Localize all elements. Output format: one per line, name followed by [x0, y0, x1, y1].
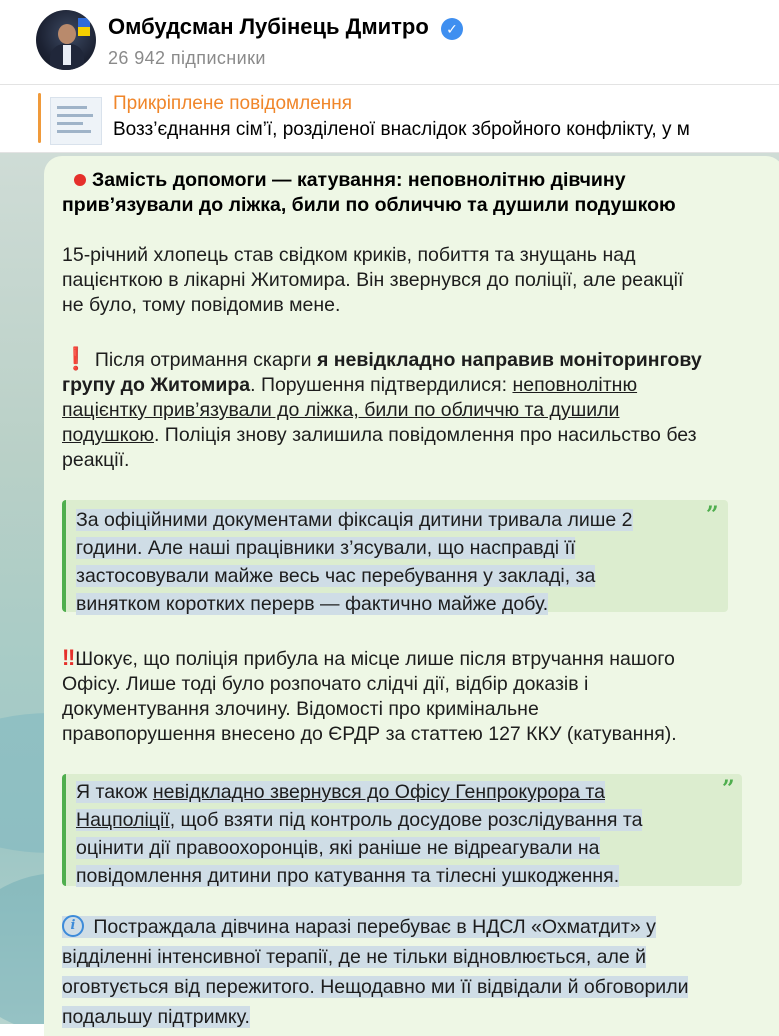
quote-2-text [76, 778, 642, 890]
p2-text-i: реакції. [62, 449, 130, 471]
paragraph-3 [62, 645, 779, 747]
q2-link-b[interactable]: Нацполіції [76, 809, 170, 831]
quote-block-2 [62, 774, 742, 886]
p2-text-a: Після отримання скарги [89, 349, 317, 371]
p3-line-4: правопорушення внесено до ЄРДР за статтею 127 ККУ (катування). [62, 723, 677, 745]
quote-mark-icon: ” [722, 776, 735, 802]
q2-text-d: , щоб взяти під контроль досудове розслідування та [169, 809, 643, 831]
quote-mark-icon: ” [706, 502, 719, 528]
red-circle-icon [74, 174, 86, 186]
p2-link-a[interactable]: неповнолітню [512, 374, 638, 396]
p2-bold-a: я невідкладно направив моніторингову [316, 349, 702, 371]
subscriber-count: 26 942 підписники [108, 48, 266, 68]
message-title [62, 168, 676, 218]
pinned-thumbnail [50, 97, 102, 145]
q2-text-a: Я також [76, 781, 153, 803]
title-line-1: Замість допомоги — катування: неповнолітню дівчину [92, 169, 626, 191]
channel-name[interactable]: Омбудсман Лубінець Дмитро [108, 14, 429, 39]
double-exclamation-icon: ‼ [62, 645, 76, 670]
flag-icon [78, 18, 90, 36]
avatar-head [58, 24, 76, 44]
q1-line-4: винятком коротких перерв — фактично майже добу. [76, 593, 549, 615]
pinned-message-bar[interactable] [0, 85, 779, 153]
channel-header[interactable] [0, 0, 779, 85]
p4-line-2: відділенні інтенсивної терапії, де не тільки відновлюється, але й [62, 946, 647, 968]
paragraph-1 [62, 243, 779, 318]
paragraph-4 [62, 912, 777, 1032]
p1-line-1: 15-річний хлопець став свідком криків, побиття та знущань над [62, 244, 636, 266]
p2-link-c[interactable]: подушкою [62, 424, 154, 446]
p1-line-2: пацієнткою в лікарні Житомира. Він звернувся до поліції, але реакції [62, 269, 684, 291]
p2-link-b[interactable]: пацієнтку прив’язували до ліжка, били по обличчю та душили [62, 399, 620, 421]
pinned-text: Возз’єднання сім’ї, розділеної внаслідок збройного конфлікту, у м [113, 119, 690, 140]
exclamation-icon: ❗ [62, 346, 90, 371]
q1-line-2: години. Але наші працівники з’ясували, що насправді її [76, 537, 576, 559]
channel-avatar[interactable] [36, 10, 96, 70]
pinned-title: Прикріплене повідомлення [113, 93, 353, 114]
q2-link-a[interactable]: невідкладно звернувся до Офісу Генпрокурора та [152, 781, 605, 803]
paragraph-2 [62, 346, 779, 473]
p4-line-3: оговтується від пережитого. Нещодавно ми її відвідали й обговорили [62, 976, 689, 998]
q2-line-4: повідомлення дитини про катування та тілесні ушкодження. [76, 865, 620, 887]
quote-1-text [76, 506, 633, 618]
quote-block-1 [62, 500, 728, 615]
verified-check-icon: ✓ [441, 18, 463, 40]
title-line-2: прив’язували до ліжка, били по обличчю та душили подушкою [62, 194, 676, 216]
p2-bold-b: групу до Житомира [62, 374, 251, 396]
p1-line-3: не було, тому повідомив мене. [62, 294, 341, 316]
p3-line-2: Офісу. Лише тоді було розпочато слідчі дії, відбір доказів і [62, 673, 589, 695]
p4-line-1: Постраждала дівчина наразі перебуває в НДСЛ «Охматдит» у [88, 916, 656, 938]
p2-text-h: . Поліція знову залишила повідомлення про насильство без [153, 424, 697, 446]
p4-line-4: подальшу підтримку. [62, 1006, 250, 1028]
q1-line-3: застосовували майже весь час перебування у закладі, за [76, 565, 596, 587]
pinned-accent-line [38, 93, 41, 143]
q2-line-3: оцінити дії правоохоронців, які раніше не відреагували на [76, 837, 600, 859]
p3-line-3: документування злочину. Відомості про кримінальне [62, 698, 539, 720]
p3-line-1: Шокує, що поліція прибула на місце лише після втручання нашого [75, 648, 675, 670]
q1-line-1: За офіційними документами фіксація дитини тривала лише 2 [76, 509, 633, 531]
info-icon: i [62, 915, 84, 937]
p2-text-d: . Порушення підтвердилися: [250, 374, 513, 396]
avatar-shirt [63, 45, 71, 65]
